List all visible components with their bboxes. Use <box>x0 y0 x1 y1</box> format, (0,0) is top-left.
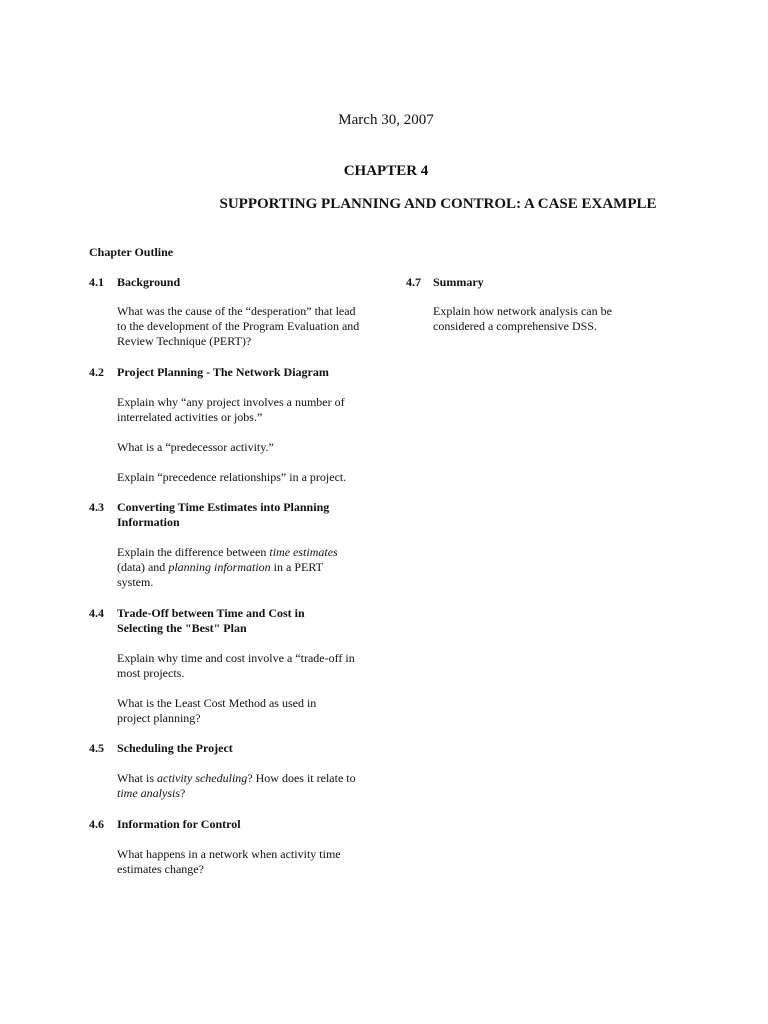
section-4-4-heading <box>89 606 389 638</box>
section-title: Trade-Off between Time and Cost in Selecting the "Best" Plan <box>117 606 305 635</box>
emphasis-term: activity scheduling <box>157 771 248 785</box>
chapter-number: CHAPTER 4 <box>343 163 429 179</box>
section-4-7-question-1: Explain how network analysis can be considered a comprehensive DSS. <box>433 304 612 333</box>
section-number: 4.6 <box>89 817 104 831</box>
section-4-2-question-2: What is a “predecessor activity.” <box>117 440 274 454</box>
section-number: 4.2 <box>89 365 104 379</box>
section-4-4-question-1: Explain why time and cost involve a “trade-off in most projects. <box>117 651 355 680</box>
section-number: 4.4 <box>89 606 104 620</box>
section-4-2-question-1: Explain why “any project involves a number of interrelated activities or jobs.” <box>117 395 345 424</box>
chapter-title: SUPPORTING PLANNING AND CONTROL: A CASE EXAMPLE <box>219 196 657 212</box>
section-4-6-question-1: What happens in a network when activity time estimates change? <box>117 847 341 876</box>
section-4-2-question-3: Explain “precedence relationships” in a project. <box>117 470 347 484</box>
section-title: Scheduling the Project <box>117 741 233 755</box>
emphasis-term: time analysis <box>117 786 180 800</box>
emphasis-term: planning information <box>168 560 271 574</box>
section-number: 4.1 <box>89 275 104 289</box>
section-title: Project Planning - The Network Diagram <box>117 365 329 379</box>
section-number: 4.3 <box>89 500 104 514</box>
section-title: Summary <box>433 275 484 289</box>
section-4-1-heading <box>89 275 389 307</box>
section-4-1-question-1: What was the cause of the “desperation” that lead to the development of the Program Evaluation and Review Technique (PERT)? <box>117 304 360 348</box>
section-4-5-heading <box>89 741 389 773</box>
section-4-5-question-1 <box>117 771 367 801</box>
chapter-outline-label: Chapter Outline <box>89 245 174 259</box>
section-title: Background <box>117 275 181 289</box>
section-number: 4.5 <box>89 741 104 755</box>
question-text: Explain the difference between <box>117 545 270 559</box>
section-4-6-heading <box>89 817 389 849</box>
section-4-3-heading <box>89 500 389 532</box>
section-4-3-question-1 <box>117 545 357 590</box>
question-text: ? How does it relate to <box>247 771 356 785</box>
section-title: Information for Control <box>117 817 241 831</box>
question-text: in a PERT system. <box>117 560 323 589</box>
emphasis-term: time estimates <box>269 545 338 559</box>
section-title: Converting Time Estimates into Planning Information <box>117 500 330 529</box>
question-text: What is <box>117 771 157 785</box>
section-4-2-heading <box>89 365 389 397</box>
question-text: (data) and <box>117 560 169 574</box>
section-number: 4.7 <box>406 275 421 289</box>
section-4-7-heading <box>406 275 706 307</box>
section-4-4-question-2: What is the Least Cost Method as used in project planning? <box>117 696 317 725</box>
document-date: March 30, 2007 <box>338 112 434 128</box>
question-text: ? <box>180 786 186 800</box>
